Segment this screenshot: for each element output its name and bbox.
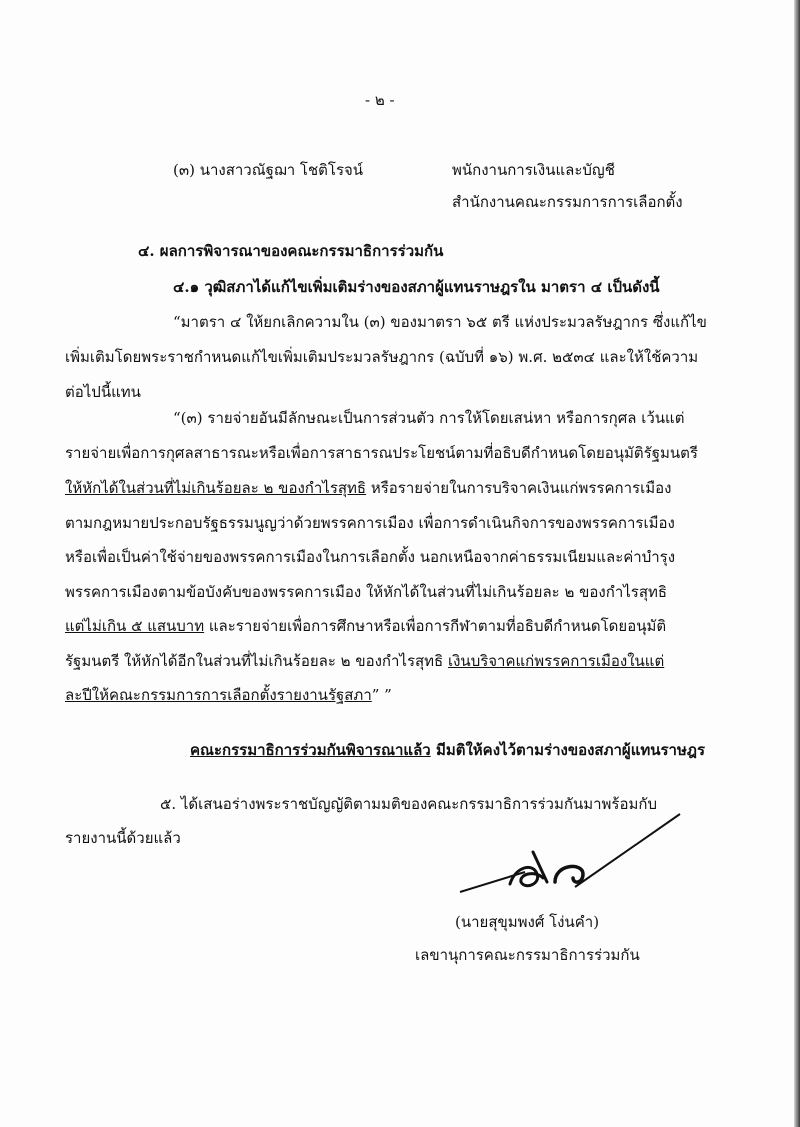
para1-line: เพิ่มเติมโดยพระราชกำหนดแก้ไขเพิ่มเติมประมวลรัษฎากร (ฉบับที่ ๑๖) พ.ศ. ๒๕๓๔ และให้ใช้ความ	[65, 348, 699, 366]
signatory-title: เลขานุการคณะกรรมาธิการร่วมกัน	[415, 946, 640, 964]
clause-text: และรายจ่ายเพื่อการศึกษาหรือเพื่อการกีฬาตามที่อธิบดีกำหนดโดยอนุมัติ	[204, 617, 667, 635]
page-number: - ๒ -	[365, 91, 395, 109]
member-position-1: พนักงานการเงินและบัญชี	[452, 161, 615, 179]
underlined-clause: ให้หักได้ในส่วนที่ไม่เกินร้อยละ ๒ ของกำไรสุทธิ	[65, 479, 367, 497]
clause-text: รัฐมนตรี ให้หักได้อีกในส่วนที่ไม่เกินร้อยละ ๒ ของกำไรสุทธิ	[65, 652, 448, 670]
resolution-line	[190, 740, 705, 760]
underlined-clause: ละปีให้คณะกรรมการการเลือกตั้งรายงานรัฐสภา	[65, 686, 372, 704]
para2-line1: “(๓) รายจ่ายอันมีลักษณะเป็นการส่วนตัว การให้โดยเสน่หา หรือการกุศล เว้นแต่	[173, 409, 685, 427]
clause-text: ” ”	[371, 686, 392, 704]
resolution-underlined: คณะกรรมาธิการร่วมกันพิจารณาแล้ว	[190, 741, 431, 759]
section4-heading: ๔. ผลการพิจารณาของคณะกรรมาธิการร่วมกัน	[138, 242, 444, 260]
section5-line2: รายงานนี้ด้วยแล้ว	[65, 829, 181, 847]
member-name: (๓) นางสาวณัฐฌา โชติโรจน์	[173, 161, 364, 179]
clause-text: หรือรายจ่ายในการบริจาคเงินแก่พรรคการเมือง	[366, 479, 672, 497]
para1-line: ต่อไปนี้แทน	[65, 383, 141, 401]
para2-line9	[65, 685, 392, 705]
scan-edge-shadow	[794, 0, 800, 1127]
para2-line4: ตามกฎหมายประกอบรัฐธรรมนูญว่าด้วยพรรคการเมือง เพื่อการดำเนินกิจการของพรรคการเมือง	[65, 514, 675, 532]
signatory-name: (นายสุขุมพงศ์ โง่นคำ)	[455, 913, 600, 931]
para2-line3	[65, 478, 671, 498]
member-position-2: สำนักงานคณะกรรมการการเลือกตั้ง	[452, 193, 683, 211]
underlined-clause: เงินบริจาคแก่พรรคการเมืองในแต่	[447, 652, 665, 670]
underlined-clause: แต่ไม่เกิน ๕ แสนบาท	[65, 617, 205, 635]
resolution-text: มีมติให้คงไว้ตามร่างของสภาผู้แทนราษฎร	[430, 741, 705, 759]
para2-line5: หรือเพื่อเป็นค่าใช้จ่ายของพรรคการเมืองในการเลือกตั้ง นอกเหนือจากค่าธรรมเนียมและค่าบำรุง	[65, 548, 676, 566]
section4-subheading: ๔.๑ วุฒิสภาได้แก้ไขเพิ่มเติมร่างของสภาผู้แทนราษฎรใน มาตรา ๔ เป็นดังนี้	[173, 278, 660, 296]
para2-line6: พรรคการเมืองตามข้อบังคับของพรรคการเมือง ให้หักได้ในส่วนที่ไม่เกินร้อยละ ๒ ของกำไรสุทธิ	[65, 583, 668, 601]
para2-line7	[65, 616, 666, 636]
section5-line1: ๕. ได้เสนอร่างพระราชบัญญัติตามมติของคณะกรรมาธิการร่วมกันมาพร้อมกับ	[160, 795, 657, 813]
para1-line: “มาตรา ๔ ให้ยกเลิกความใน (๓) ของมาตรา ๖๕ ตรี แห่งประมวลรัษฎากร ซึ่งแก้ไข	[173, 313, 707, 331]
para2-line8	[65, 651, 664, 671]
para2-line2: รายจ่ายเพื่อการกุศลสาธารณะหรือเพื่อการสาธารณประโยชน์ตามที่อธิบดีกำหนดโดยอนุมัติรัฐมนตรี	[65, 444, 698, 462]
signature	[455, 812, 685, 902]
